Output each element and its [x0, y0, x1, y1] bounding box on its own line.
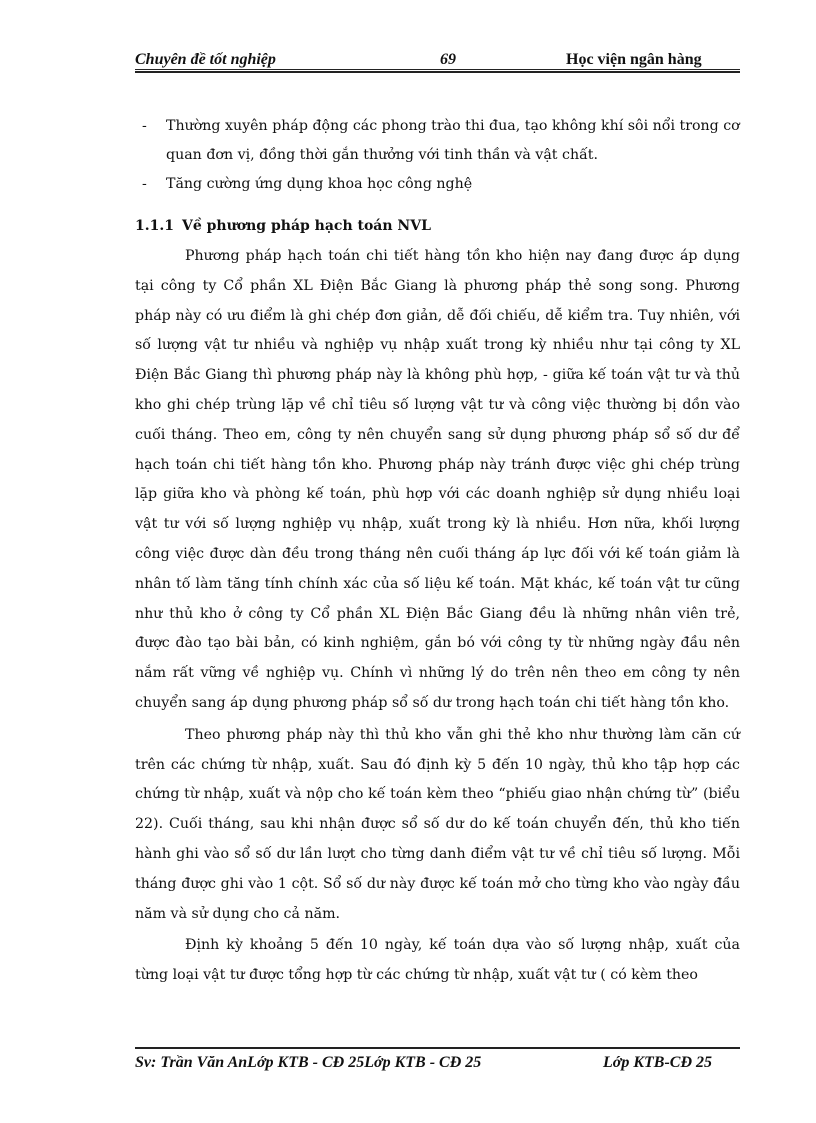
section-title: Về phương pháp hạch toán NVL: [182, 218, 431, 234]
footer-student: Sv: Trần Văn AnLớp KTB - CĐ 25Lớp KTB - CĐ 25: [135, 1054, 482, 1071]
page-footer: [135, 1054, 740, 1072]
header-institution: Học viện ngân hàng: [566, 51, 702, 68]
bullet-marker: -: [142, 176, 147, 192]
bullet-item: [135, 112, 740, 170]
bullet-text: Thường xuyên pháp động các phong trào thi đua, tạo không khí sôi nổi trong cơ quan đơn vị, đồng thời gắn thưởng với tinh thần và vật chất.: [166, 118, 740, 163]
header-divider: [135, 69, 740, 73]
bullet-marker: -: [142, 118, 147, 134]
paragraph: Phương pháp hạch toán chi tiết hàng tồn kho hiện nay đang được áp dụng tại công ty Cổ phần XL Điện Bắc Giang là phương pháp thẻ song song. Phương pháp này có ưu điểm là ghi chép đơn giản, dễ đối chiếu, dễ kiểm tra. Tuy nhiên, với số lượng vật tư nhiều và nghiệp vụ nhập xuất trong kỳ nhiều như tại công ty XL Điện Bắc Giang thì phương pháp này là không phù hợp, - giữa kế toán vật tư và thủ kho ghi chép trùng lặp về chỉ tiêu số lượng vật tư và công việc thường bị dồn vào cuối tháng. Theo em, công ty nên chuyển sang sử dụng phương pháp sổ số dư để hạch toán chi tiết hàng tồn kho. Phương pháp này tránh được việc ghi chép trùng lặp giữa kho và phòng kế toán, phù hợp với các doanh nghiệp sử dụng nhiều loại vật tư với số lượng nghiệp vụ nhập, xuất trong kỳ là nhiều. Hơn nữa, khối lượng công việc được dàn đều trong tháng nên cuối tháng áp lực đối với kế toán giảm là nhân tố làm tăng tính chính xác của số liệu kế toán. Mặt khác, kế toán vật tư cũng như thủ kho ở công ty Cổ phần XL Điện Bắc Giang đều là những nhân viên trẻ, được đào tạo bài bản, có kinh nghiệm, gắn bó với công ty từ những ngày đầu nên nắm rất vững về nghiệp vụ. Chính vì những lý do trên nên theo em công ty nên chuyển sang áp dụng phương pháp sổ số dư trong hạch toán chi tiết hàng tồn kho.: [135, 248, 740, 711]
header-page-number: 69: [440, 51, 456, 68]
footer-class: Lớp KTB-CĐ 25: [603, 1054, 713, 1071]
section-heading: [135, 218, 431, 234]
bullet-item: [135, 170, 740, 199]
bullet-list: [135, 112, 740, 199]
paragraph: Định kỳ khoảng 5 đến 10 ngày, kế toán dựa vào số lượng nhập, xuất của từng loại vật tư được tổng hợp từ các chứng từ nhập, xuất vật tư ( có kèm theo: [135, 937, 740, 984]
paragraph: Theo phương pháp này thì thủ kho vẫn ghi thẻ kho như thường làm căn cứ trên các chứng từ nhập, xuất. Sau đó định kỳ 5 đến 10 ngày, thủ kho tập hợp các chứng từ nhập, xuất và nộp cho kế toán kèm theo “phiếu giao nhận chứng từ” (biểu 22). Cuối tháng, sau khi nhận được sổ số dư do kế toán chuyển đến, thủ kho tiến hành ghi vào sổ số dư lần lượt cho từng danh điểm vật tư về chỉ tiêu số lượng. Mỗi tháng được ghi vào 1 cột. Sổ số dư này được kế toán mở cho từng kho vào ngày đầu năm và sử dụng cho cả năm.: [135, 726, 740, 922]
section-number: 1.1.1: [135, 218, 174, 234]
body-text: [135, 242, 740, 993]
header-document-type: Chuyên đề tốt nghiệp: [135, 51, 276, 68]
footer-divider: [135, 1047, 740, 1049]
bullet-text: Tăng cường ứng dụng khoa học công nghệ: [166, 176, 473, 192]
